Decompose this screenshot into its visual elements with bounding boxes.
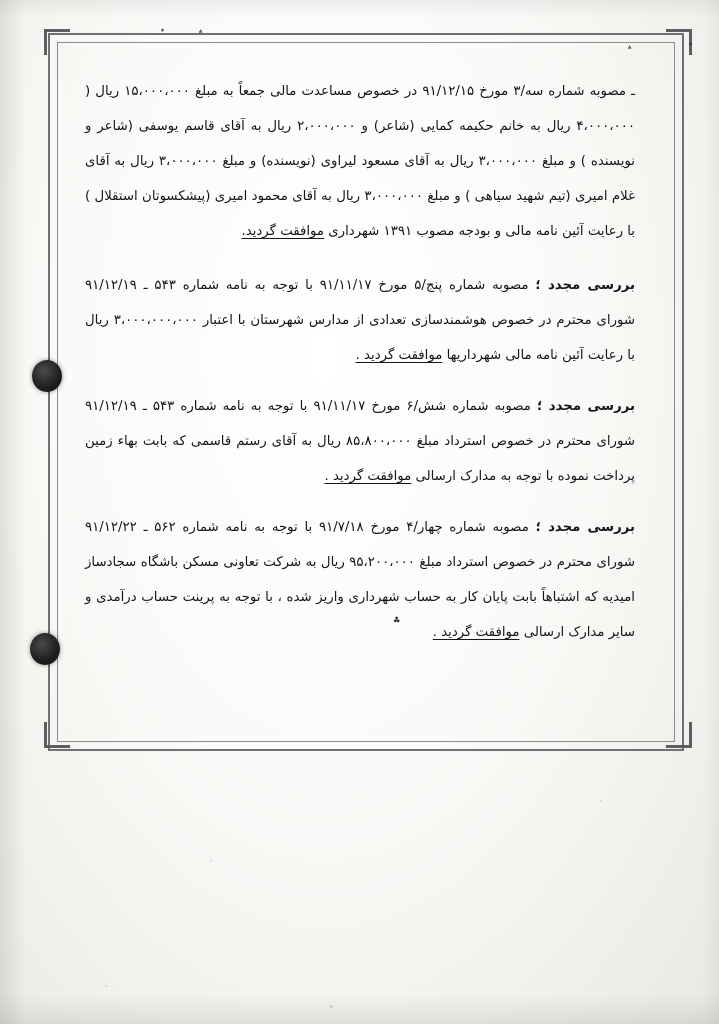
approval-phrase: موافقت گردید. [241, 224, 325, 239]
paper-shadow-bottom [0, 994, 719, 1024]
resolution-paragraph-2 [85, 268, 635, 373]
resolution-paragraph-3 [85, 389, 635, 494]
paragraph-4-text: مصوبه شماره چهار/۴ مورخ ۹۱/۷/۱۸ با توجه به نامه شماره ۵۶۲ ـ ۹۱/۱۲/۲۲ شورای محترم در خصوص استرداد مبلغ ۹۵،۲۰۰،۰۰۰ ریال به شرکت تعاونی مسکن باشگاه سجادساز امیدیه که اشتباهاً بابت پایان کار به حساب شهرداری واریز شده ، با توجه به پرینت حساب درآمدی و سایر مدارک ارسالی موافقت گردید . [85, 520, 635, 640]
registration-mark-4: ؞ [627, 46, 633, 56]
corner-mark-top-left [44, 29, 70, 55]
paper-shadow-left [0, 0, 26, 1024]
paragraph-4-lead: بررسی مجدد ؛ [535, 520, 636, 535]
paper-shadow-right [703, 0, 719, 1024]
paragraph-3-text: مصوبه شماره شش/۶ مورخ ۹۱/۱۱/۱۷ با توجه به نامه شماره ۵۴۳ ـ ۹۱/۱۲/۱۹ شورای محترم در خصوص استرداد مبلغ ۸۵،۸۰۰،۰۰۰ ریال به آقای رستم قاسمی که بابت بهاء زمین پرداخت نموده با توجه به مدارک ارسالی موافقت گردید . [85, 399, 635, 484]
resolution-paragraph-4 [85, 510, 635, 650]
resolution-paragraph-1 [85, 74, 635, 249]
scan-speck-4 [210, 860, 212, 862]
closing-mark: ؞ [392, 615, 401, 633]
approval-phrase: موافقت گردید . [355, 348, 443, 363]
binder-hole-upper [32, 360, 62, 392]
paragraph-3-lead: بررسی مجدد ؛ [536, 399, 635, 414]
registration-mark-1: ٭ [160, 26, 165, 36]
binder-hole-lower [30, 633, 60, 665]
registration-mark-2: ؞ [198, 30, 204, 40]
approval-phrase: موافقت گردید . [324, 469, 412, 484]
paragraph-2-lead: بررسی مجدد ؛ [535, 278, 635, 293]
paragraph-2-text: مصوبه شماره پنج/۵ مورخ ۹۱/۱۱/۱۷ با توجه به نامه شماره ۵۴۳ ـ ۹۱/۱۲/۱۹ شورای محترم در خصوص هوشمندسازی تعدادی از مدارس شهرستان با اعتبار ۳،۰۰۰،۰۰۰،۰۰۰ ریال با رعایت آئین نامه مالی شهرداریها موافقت گردید . [85, 278, 636, 363]
paragraph-1-text: ـ مصوبه شماره سه/۳ مورخ ۹۱/۱۲/۱۵ در خصوص مساعدت مالی جمعاً به مبلغ ۱۵،۰۰۰،۰۰۰ ریال ( ۴،۰۰۰،۰۰۰ ریال به خانم حکیمه کمایی (شاعر) و ۲،۰۰۰،۰۰۰ ریال به آقای قاسم یوسفی (شاعر و نویسنده ) و مبلغ ۳،۰۰۰،۰۰۰ ریال به آقای مسعود لیراوی (نویسنده) و مبلغ ۳،۰۰۰،۰۰۰ ریال به آقای غلام امیری (تیم شهید سیاهی ) و مبلغ ۳،۰۰۰،۰۰۰ ریال به آقای محمود امیری (پیشکسوتان استقلال ) با رعایت آئین نامه مالی و بودجه مصوب ۱۳۹۱ شهرداری موافقت گردید. [85, 84, 636, 239]
corner-mark-bottom-right [666, 722, 692, 748]
scan-speck-3 [600, 800, 602, 802]
scan-speck-2 [105, 985, 107, 987]
document-body [85, 74, 635, 666]
corner-mark-bottom-left [44, 722, 70, 748]
paper-shadow-top [0, 0, 719, 18]
scan-speck-1 [330, 1005, 333, 1008]
approval-phrase: موافقت گردید . [432, 625, 520, 640]
registration-mark-3: ٭ [688, 40, 693, 50]
